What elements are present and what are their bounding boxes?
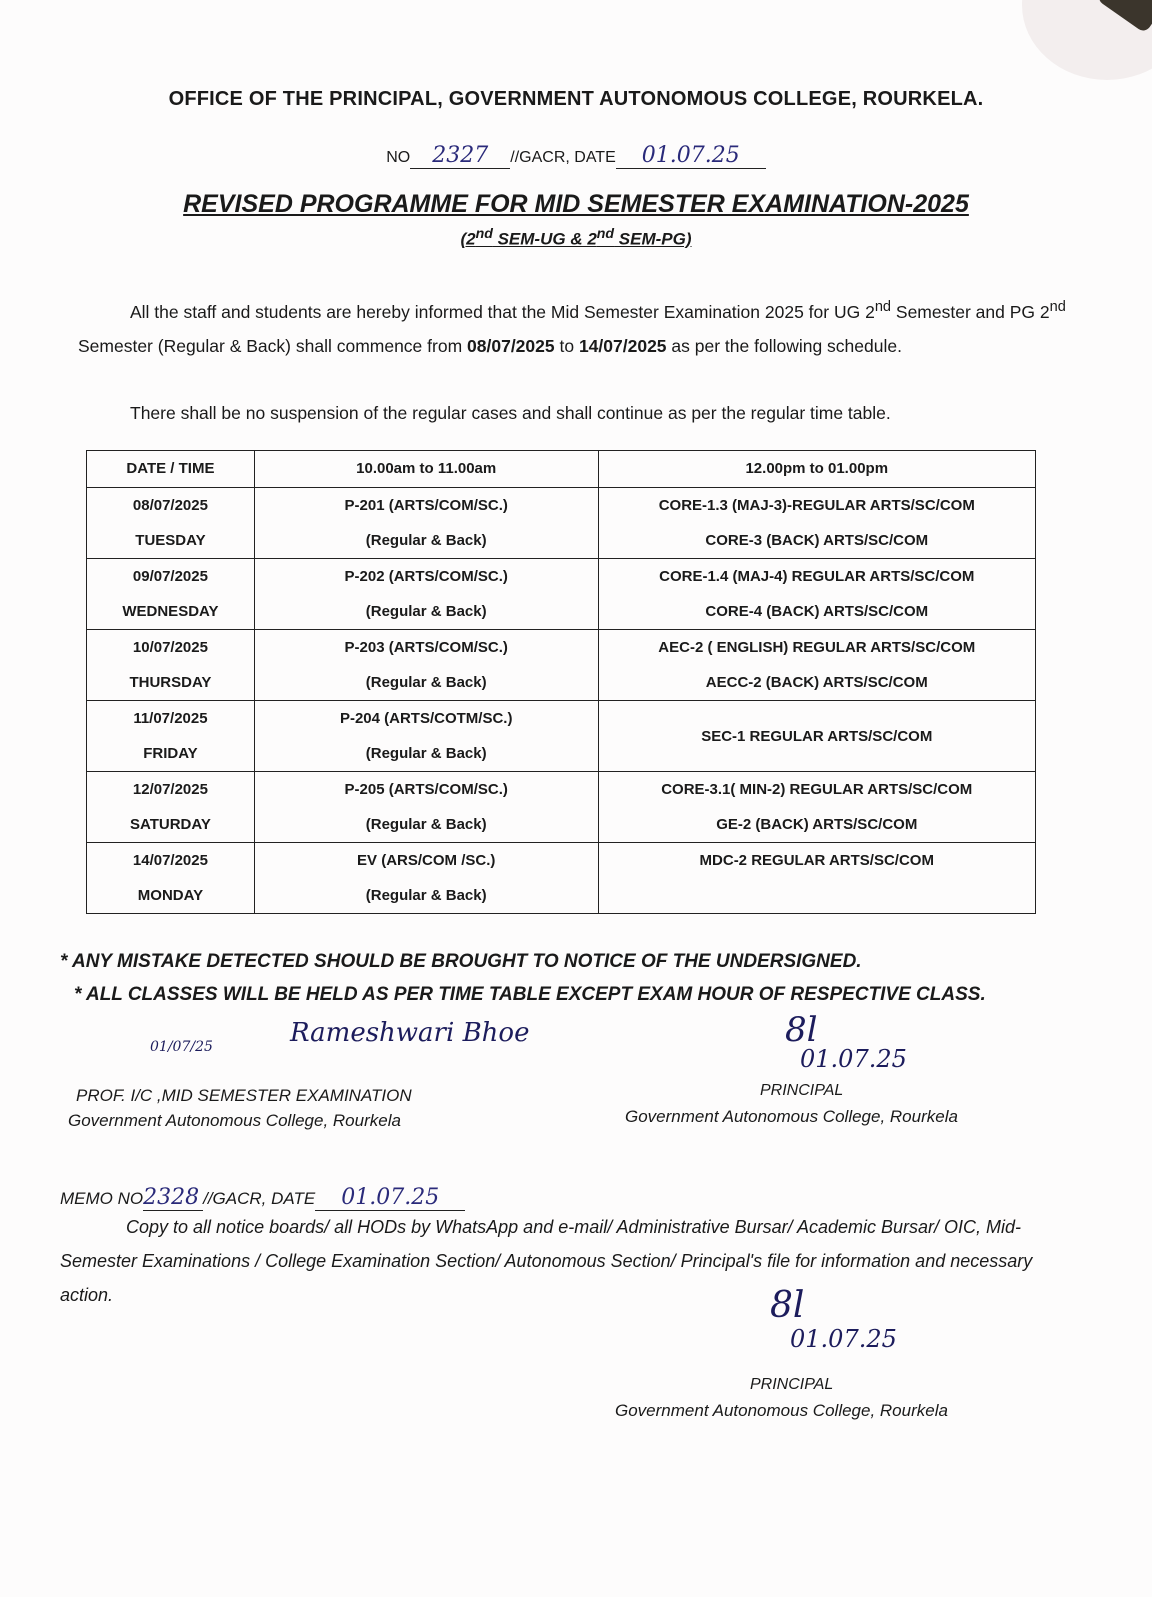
- subtitle-text: (2: [460, 229, 476, 249]
- notes: [60, 945, 986, 1011]
- intro-text: to: [554, 335, 579, 356]
- paper-line: AEC-2 ( ENGLISH) REGULAR ARTS/SC/COM: [658, 639, 976, 656]
- paper-line: SEC-1 REGULAR ARTS/SC/COM: [701, 727, 933, 745]
- date: 12/07/2025: [132, 781, 208, 798]
- memo-prefix: MEMO NO: [60, 1189, 144, 1208]
- document-subtitle: [0, 226, 1152, 250]
- paper-line: P-205 (ARTS/COM/SC.): [344, 781, 508, 798]
- day: THURSDAY: [129, 674, 212, 691]
- slot-1-cell: [254, 630, 598, 701]
- subtitle-text: SEM-PG): [614, 229, 692, 249]
- exam-schedule-table: [86, 450, 1036, 914]
- paper-line: CORE-3.1( MIN-2) REGULAR ARTS/SC/COM: [661, 781, 973, 798]
- paper-line: (Regular & Back): [365, 887, 487, 904]
- paper-line: CORE-1.3 (MAJ-3)-REGULAR ARTS/SC/COM: [658, 497, 975, 514]
- day: TUESDAY: [135, 532, 206, 549]
- date-cell: [87, 701, 255, 772]
- note-item: * ALL CLASSES WILL BE HELD AS PER TIME TABLE EXCEPT EXAM HOUR OF RESPECTIVE CLASS.: [74, 984, 986, 1005]
- paper-line: MDC-2 REGULAR ARTS/SC/COM: [699, 852, 934, 869]
- ref-mid: //GACR, DATE: [510, 149, 616, 166]
- memo-date: 01.07.25: [315, 1185, 465, 1211]
- right-institution: Government Autonomous College, Rourkela: [625, 1107, 958, 1126]
- memo-reference: [60, 1185, 465, 1211]
- ref-prefix: NO: [386, 149, 411, 166]
- paper-line: P-204 (ARTS/COTM/SC.): [339, 710, 513, 727]
- memo-mid: //GACR, DATE: [203, 1189, 316, 1208]
- right-designation: PRINCIPAL: [760, 1082, 844, 1099]
- note-item: * ANY MISTAKE DETECTED SHOULD BE BROUGHT TO NOTICE OF THE UNDERSIGNED.: [60, 951, 862, 972]
- day: WEDNESDAY: [122, 603, 219, 620]
- intro-paragraph: [78, 290, 1078, 363]
- subtitle-sup: nd: [475, 226, 493, 242]
- slot-1-cell: [254, 488, 598, 559]
- header-slot-2: 12.00pm to 01.00pm: [598, 451, 1035, 488]
- subtitle-sup: nd: [596, 226, 615, 242]
- day: FRIDAY: [143, 745, 198, 762]
- paper-line: EV (ARS/COM /SC.): [357, 852, 496, 869]
- reference-line: [0, 143, 1152, 169]
- memo-signature-date: 01.07.25: [790, 1325, 897, 1353]
- paper-line: (Regular & Back): [365, 674, 487, 691]
- start-date: 08/07/2025: [467, 335, 555, 356]
- date: 08/07/2025: [132, 497, 208, 514]
- intro-note: There shall be no suspension of the regular cases and shall continue as per the regular time table.: [130, 403, 891, 423]
- intro-text: as per the following schedule.: [666, 335, 902, 356]
- date-cell: [87, 843, 255, 914]
- paper-line: (Regular & Back): [365, 603, 487, 620]
- intro-sup: nd: [1049, 299, 1066, 315]
- end-date: 14/07/2025: [578, 335, 667, 356]
- slot-2-cell: [598, 559, 1035, 630]
- date: 10/07/2025: [132, 639, 208, 656]
- date: 09/07/2025: [132, 568, 208, 585]
- memo-signature-initials: 8l: [770, 1285, 805, 1326]
- right-signature-date: 01.07.25: [800, 1045, 907, 1073]
- slot-2-cell: [598, 701, 1035, 772]
- paper-line: P-201 (ARTS/COM/SC.): [344, 497, 508, 514]
- intro-text: Semester (Regular & Back) shall commence from: [78, 335, 468, 356]
- header-slot-1: 10.00am to 11.00am: [254, 451, 598, 488]
- document-title: REVISED PROGRAMME FOR MID SEMESTER EXAMINATION-2025: [183, 190, 969, 218]
- date-cell: [87, 488, 255, 559]
- slot-2-cell: [598, 772, 1035, 843]
- paper-line: (Regular & Back): [365, 532, 487, 549]
- table-header-row: [87, 451, 1036, 488]
- paper-line: P-202 (ARTS/COM/SC.): [344, 568, 508, 585]
- date: 14/07/2025: [132, 852, 208, 869]
- paper-line: P-203 (ARTS/COM/SC.): [344, 639, 508, 656]
- subtitle-text: SEM-UG & 2: [492, 229, 597, 249]
- date: 11/07/2025: [133, 710, 208, 727]
- slot-2-cell: [598, 488, 1035, 559]
- date-cell: [87, 772, 255, 843]
- memo-institution: Government Autonomous College, Rourkela: [615, 1401, 948, 1420]
- table-row: [87, 772, 1036, 843]
- paper-line: GE-2 (BACK) ARTS/SC/COM: [716, 816, 918, 833]
- left-signature-date: 01/07/25: [150, 1039, 213, 1055]
- paper-line: CORE-1.4 (MAJ-4) REGULAR ARTS/SC/COM: [659, 568, 975, 585]
- intro-text: All the staff and students are hereby informed that the Mid Semester Examination 2025 for UG 2: [130, 301, 875, 322]
- slot-1-cell: [254, 701, 598, 772]
- slot-1-cell: [254, 772, 598, 843]
- paper-line: AECC-2 (BACK) ARTS/SC/COM: [705, 674, 928, 691]
- ref-date: 01.07.25: [616, 143, 766, 169]
- left-signature-name: Rameshwari Bhoe: [290, 1018, 530, 1048]
- intro-text: Semester and PG 2: [891, 301, 1050, 322]
- left-signature-scribble: [150, 1035, 213, 1056]
- slot-2-cell: [598, 843, 1035, 914]
- intro-sup: nd: [874, 299, 892, 315]
- date-cell: [87, 630, 255, 701]
- right-signature-initials: 8l: [785, 1010, 818, 1050]
- header-date-time: DATE / TIME: [87, 451, 255, 488]
- memo-number: 2328: [143, 1185, 203, 1211]
- left-designation: PROF. I/C ,MID SEMESTER EXAMINATION: [76, 1086, 412, 1105]
- slot-2-cell: [598, 630, 1035, 701]
- paper-line: (Regular & Back): [365, 745, 487, 762]
- table-row: [87, 843, 1036, 914]
- memo-body: [60, 1210, 1070, 1312]
- paper-line: CORE-4 (BACK) ARTS/SC/COM: [705, 603, 929, 620]
- table-row: [87, 701, 1036, 772]
- ref-number: 2327: [410, 143, 510, 169]
- table-row: [87, 559, 1036, 630]
- slot-1-cell: [254, 843, 598, 914]
- day: MONDAY: [137, 887, 204, 904]
- paper-line: (Regular & Back): [365, 816, 487, 833]
- table-row: [87, 630, 1036, 701]
- memo-designation: PRINCIPAL: [750, 1376, 834, 1393]
- left-institution: Government Autonomous College, Rourkela: [68, 1111, 401, 1130]
- memo-body-text: Copy to all notice boards/ all HODs by WhatsApp and e-mail/ Administrative Bursar/ Academic Bursar/ OIC, Mid-Semester Examinations / College Examination Section/ Autonomous Section/ Principal's file for information and necessary action.: [60, 1217, 1033, 1305]
- table-row: [87, 488, 1036, 559]
- office-heading: OFFICE OF THE PRINCIPAL, GOVERNMENT AUTONOMOUS COLLEGE, ROURKELA.: [168, 88, 984, 110]
- paper-line: CORE-3 (BACK) ARTS/SC/COM: [705, 532, 929, 549]
- date-cell: [87, 559, 255, 630]
- day: SATURDAY: [130, 816, 211, 833]
- slot-1-cell: [254, 559, 598, 630]
